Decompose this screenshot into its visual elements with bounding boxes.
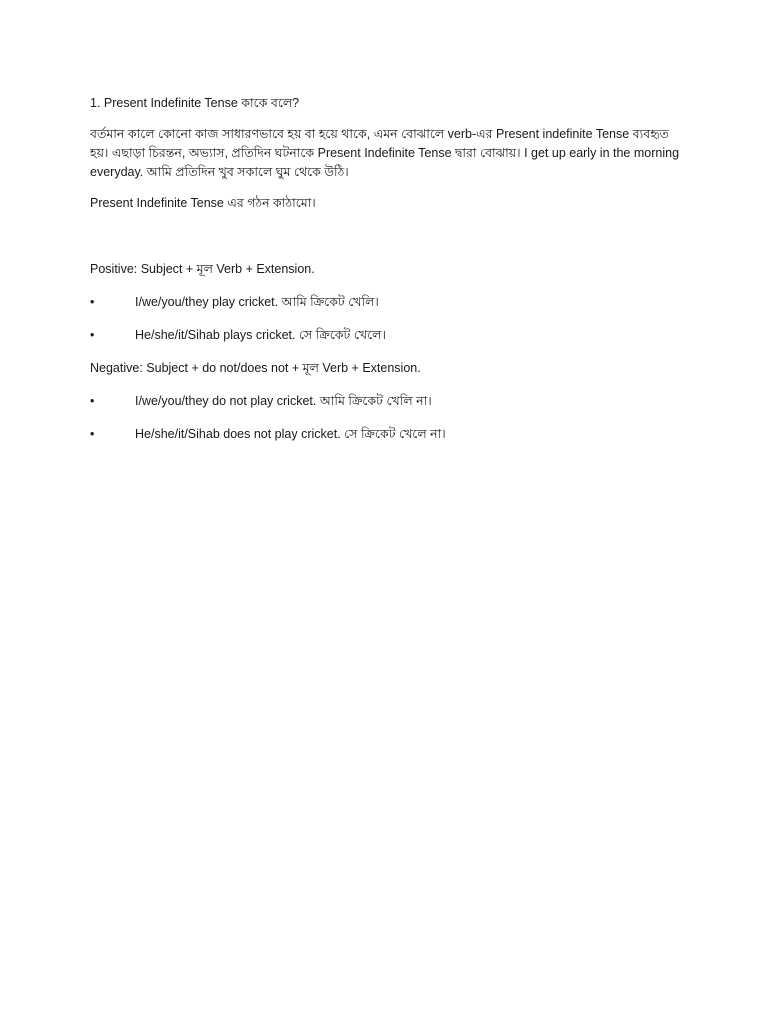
positive-rule: Positive: Subject + মূল Verb + Extension.: [90, 262, 315, 276]
bullet-icon: •: [90, 328, 95, 342]
example-text: I/we/you/they play cricket. আমি ক্রিকেট খেলি।: [135, 295, 379, 309]
document-body: [90, 94, 690, 458]
example-text: I/we/you/they do not play cricket. আমি ক্রিকেট খেলি না।: [135, 394, 432, 408]
example-text: He/she/it/Sihab plays cricket. সে ক্রিকেট খেলে।: [135, 328, 386, 342]
list-item: [90, 326, 690, 345]
bullet-icon: •: [90, 394, 95, 408]
bullet-icon: •: [90, 295, 95, 309]
bullet-icon: •: [90, 427, 95, 441]
list-item: [90, 392, 690, 411]
formula-heading: Present Indefinite Tense এর গঠন কাঠামো।: [90, 196, 316, 210]
negative-rule: Negative: Subject + do not/does not + মূল Verb + Extension.: [90, 361, 421, 375]
definition-paragraph: বর্তমান কালে কোনো কাজ সাধারণভাবে হয় বা হয়ে থাকে, এমন বোঝালে verb-এর Present indefinite Tense ব্যবহৃত হয়। এছাড়া চিরন্তন, অভ্যাস, প্রতিদিন ঘটনাকে Present Indefinite Tense দ্বারা বোঝায়। I get up early in the morning everyday. আমি প্রতিদিন খুব সকালে ঘুম থেকে উঠি।: [90, 127, 680, 179]
list-item: [90, 425, 690, 444]
list-item: [90, 293, 690, 312]
example-text: He/she/it/Sihab does not play cricket. সে ক্রিকেট খেলে না।: [135, 427, 446, 441]
document-title: 1. Present Indefinite Tense কাকে বলে?: [90, 96, 300, 110]
